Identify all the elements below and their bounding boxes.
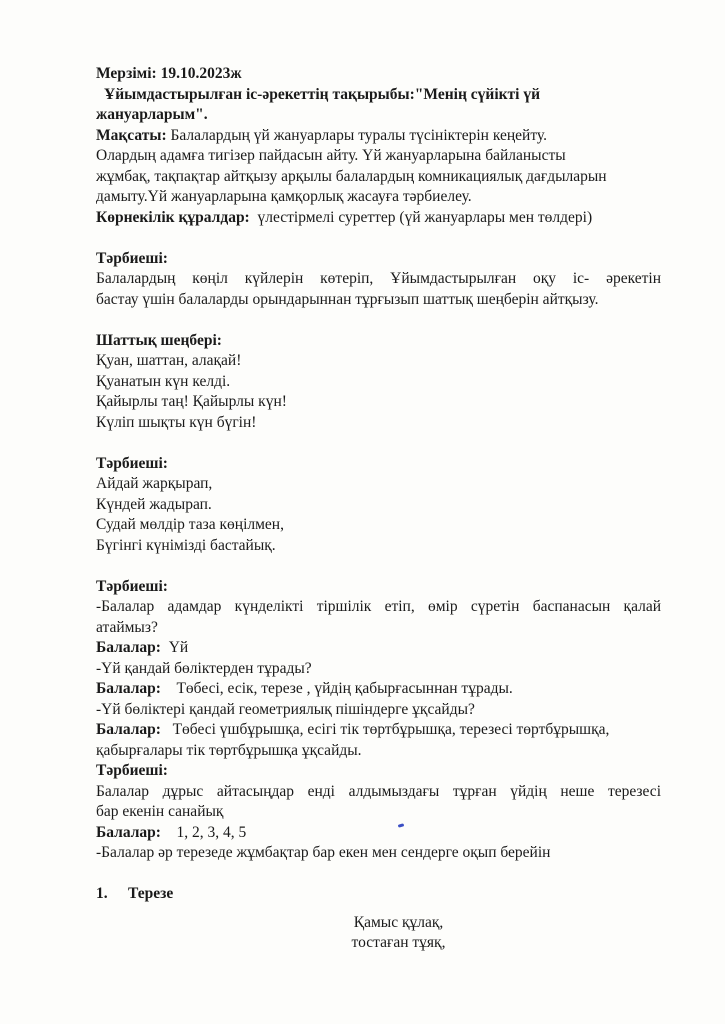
question-2: -Үй қандай бөліктерден тұрады? <box>96 659 312 677</box>
date-value: 19.10.2023ж <box>160 65 242 82</box>
visuals-line <box>96 208 661 229</box>
circle-line-2: Қуанатын күн келді. <box>96 372 231 390</box>
teacher2-label: Тәрбиеші: <box>96 454 168 472</box>
circle-line-1: Қуан, шаттан, алақай! <box>96 352 242 369</box>
date-label: Мерзімі: <box>96 65 157 82</box>
teacher2-line-2: Күндей жадырап. <box>96 495 212 513</box>
goal-text-3: жұмбақ, тақпақтар айтқызу арқылы балалардың комникациялық дағдыларын <box>96 167 607 185</box>
visuals-label: Көрнекілік құралдар: <box>96 208 250 226</box>
teacher3-text-1: -Балалар адамдар күнделікті тіршілік етіп, өмір сүретін баспанасын қалай <box>96 598 661 615</box>
children1-line <box>96 638 661 659</box>
circle-line-3: Қайырлы таң! Қайырлы күн! <box>96 393 287 410</box>
visuals-text: үлестірмелі суреттер (үй жануарлары мен төлдері) <box>257 208 593 226</box>
goal-text-2: Олардың адамға тигізер пайдасын айту. Үй жануарларына байланысты <box>96 147 566 164</box>
topic-label: Ұйымдастырылған іс-әрекеттің тақырыбы <box>104 85 410 103</box>
children1-text: Үй <box>168 639 189 656</box>
goal-text-1: Балалардың үй жануарлары туралы түсініктерін кеңейту. <box>170 126 547 144</box>
teacher1-text-2: бастау үшін балаларды орындарыннан тұрғызып шаттық шеңберін айтқызу. <box>96 290 599 308</box>
riddle-line-1: Қамыс құлақ, <box>353 913 444 931</box>
children3-text-2: қабырғалары тік төртбұрышқа ұқсайды. <box>96 741 362 759</box>
list-number: 1. <box>96 885 108 902</box>
children1-label: Балалар: <box>96 639 161 656</box>
children3-label: Балалар: <box>96 721 161 738</box>
children2-line <box>96 679 661 700</box>
riddle-line-2: тостаған тұяқ, <box>351 934 446 951</box>
children3-line-1 <box>96 720 661 741</box>
children2-text: Төбесі, есік, терезе , үйдің қабырғасыннан тұрады. <box>176 680 513 697</box>
teacher2-line-4: Бүгінгі күнімізді бастайық. <box>96 536 276 554</box>
goal-line-1 <box>96 126 661 147</box>
children4-line <box>96 823 661 844</box>
teacher3-label: Тәрбиеші: <box>96 577 168 595</box>
circle-line-4: Күліп шықты күн бүгін! <box>96 413 257 431</box>
children4-text: 1, 2, 3, 4, 5 <box>176 823 247 841</box>
teacher4-text-2: бар екенін санайық <box>96 803 224 820</box>
topic-title-part1: :"Менің сүйікті үй <box>409 85 541 103</box>
teacher1-text-1: Балалардың көңіл күйлерін көтеріп, Ұйымдастырылған оқу іс- әрекетін <box>96 270 661 287</box>
circle-label: Шаттық шеңбері: <box>96 331 222 349</box>
children4-label: Балалар: <box>96 823 161 841</box>
date-line <box>96 64 661 85</box>
question-3: -Үй бөліктері қандай геометриялық пішіндерге ұқсайды? <box>96 700 475 718</box>
children2-label: Балалар: <box>96 680 161 697</box>
teacher2-line-3: Судай мөлдір таза көңілмен, <box>96 516 284 533</box>
teacher4-text-1: Балалар дұрыс айтасыңдар енді алдымыздағы тұрған үйдің неше терезесі <box>96 782 661 800</box>
topic-line-1 <box>96 85 661 106</box>
document-page <box>96 64 661 954</box>
goal-label: Мақсаты: <box>96 126 167 144</box>
list-item <box>96 884 661 905</box>
children3-text-1: Төбесі үшбұрышқа, есігі тік төртбұрышқа, терезесі төртбұрышқа, <box>172 721 610 738</box>
topic-title-part2: жануарларым". <box>96 106 208 123</box>
question-4: -Балалар әр терезеде жұмбақтар бар екен мен сендерге оқып берейін <box>96 844 551 861</box>
list-title: Терезе <box>128 885 174 902</box>
teacher4-label: Тәрбиеші: <box>96 762 168 779</box>
teacher3-text-2: атаймыз? <box>96 618 158 636</box>
teacher2-line-1: Айдай жарқырап, <box>96 475 213 492</box>
teacher1-label: Тәрбиеші: <box>96 249 168 267</box>
goal-text-4: дамыту.Үй жануарларына қамқорлық жасауға тәрбиелеу. <box>96 188 472 205</box>
